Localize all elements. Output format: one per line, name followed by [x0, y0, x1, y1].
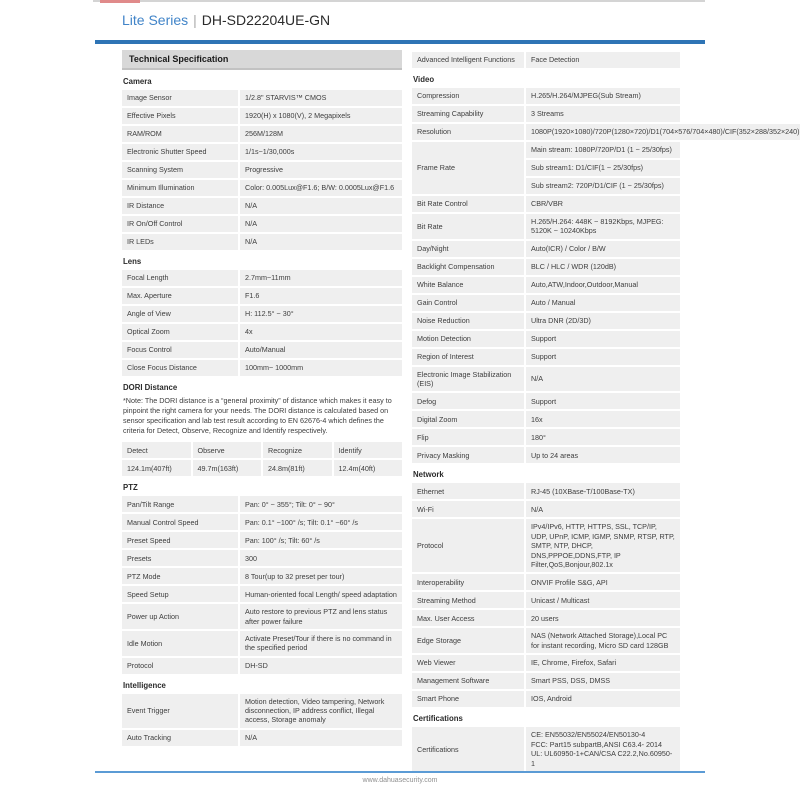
- spec-value: Support: [526, 393, 680, 409]
- spec-label: Optical Zoom: [122, 324, 238, 340]
- spec-label: RAM/ROM: [122, 126, 238, 142]
- spec-value: IOS, Android: [526, 691, 680, 707]
- spec-value: DH-SD: [240, 658, 402, 674]
- title-separator: |: [193, 12, 197, 28]
- spec-label: Angle of View: [122, 306, 238, 322]
- spec-value: 1/2.8" STARVIS™ CMOS: [240, 90, 402, 106]
- spec-label: Pan/Tilt Range: [122, 496, 238, 512]
- spec-value: IPv4/IPv6, HTTP, HTTPS, SSL, TCP/IP, UDP, UPnP, ICMP, IGMP, SNMP, RTSP, RTP, SMTP, NTP, DHCP, DNS,PPPOE,DDNS,FTP, IP Filter,QoS,Bonjour,802.1x: [526, 519, 680, 572]
- table-row: [412, 628, 680, 653]
- spec-value: 100mm~ 1000mm: [240, 360, 402, 376]
- dori-value-cell: 49.7m(163ft): [193, 460, 262, 476]
- table-row: [122, 568, 402, 584]
- spec-label: Focal Length: [122, 270, 238, 286]
- spec-label: Event Trigger: [122, 694, 238, 728]
- dori-value-cell: 12.4m(40ft): [334, 460, 403, 476]
- dori-header-cell: Recognize: [263, 442, 332, 458]
- section-title: Camera: [123, 77, 152, 86]
- spec-table: [412, 52, 680, 68]
- spec-label: Streaming Method: [412, 592, 524, 608]
- spec-label: Preset Speed: [122, 532, 238, 548]
- table-row: [122, 90, 402, 106]
- spec-value: N/A: [240, 234, 402, 250]
- table-row: [412, 196, 680, 212]
- table-row: [122, 234, 402, 250]
- spec-label: Speed Setup: [122, 586, 238, 602]
- spec-label: Edge Storage: [412, 628, 524, 653]
- table-row: [412, 429, 680, 445]
- spec-label: Region of Interest: [412, 349, 524, 365]
- spec-value: N/A: [240, 730, 402, 746]
- spec-value: NAS (Network Attached Storage),Local PC for instant recording, Micro SD card 128GB: [526, 628, 680, 653]
- footer-accent-line: [95, 771, 705, 773]
- model-number: DH-SD22204UE-GN: [201, 12, 331, 28]
- spec-value: Sub stream1: D1/CIF(1 ~ 25/30fps): [526, 160, 680, 176]
- table-row: [412, 610, 680, 626]
- spec-table: [412, 483, 680, 707]
- table-row: [122, 631, 402, 656]
- table-row: [122, 144, 402, 160]
- logo-red-mark: [100, 0, 140, 3]
- spec-label: Advanced Intelligent Functions: [412, 52, 524, 68]
- dori-note: *Note: The DORI distance is a “general proximity” of distance which makes it easy to pinpoint the right camera for your needs. The DORI distance is calculated based on sensor specification and lab test result according to EN 62676-4 which defines the criteria for Detect, Observe, Recognize and Identify respectively.: [123, 396, 392, 436]
- spec-label: Frame Rate: [412, 142, 524, 194]
- table-row: [412, 393, 680, 409]
- spec-label: Bit Rate: [412, 214, 524, 239]
- section-title: Intelligence: [123, 680, 166, 690]
- spec-label: Power up Action: [122, 604, 238, 629]
- spec-label: Certifications: [412, 727, 524, 772]
- spec-label: Digital Zoom: [412, 411, 524, 427]
- spec-label: Defog: [412, 393, 524, 409]
- section-title: DORI Distance: [123, 383, 178, 392]
- dori-value-cell: 24.8m(81ft): [263, 460, 332, 476]
- spec-table: [122, 90, 402, 250]
- spec-value: Auto/Manual: [240, 342, 402, 358]
- spec-value: H: 112.5° ~ 30°: [240, 306, 402, 322]
- table-row: [412, 88, 680, 104]
- page-top-rule: [93, 0, 705, 2]
- table-row: [122, 460, 402, 476]
- table-row: [412, 655, 680, 671]
- spec-label: Noise Reduction: [412, 313, 524, 329]
- spec-table: [412, 727, 680, 772]
- spec-value: Color: 0.005Lux@F1.6; B/W: 0.0005Lux@F1.6: [240, 180, 402, 196]
- spec-label: White Balance: [412, 277, 524, 293]
- spec-value: Human-oriented focal Length/ speed adaptation: [240, 586, 402, 602]
- table-row: [412, 313, 680, 329]
- spec-label: Electronic Shutter Speed: [122, 144, 238, 160]
- spec-label: Presets: [122, 550, 238, 566]
- spec-label: Backlight Compensation: [412, 259, 524, 275]
- spec-label: PTZ Mode: [122, 568, 238, 584]
- spec-label: Idle Motion: [122, 631, 238, 656]
- table-row: [412, 727, 680, 772]
- dori-header-cell: Identify: [334, 442, 403, 458]
- spec-label: Electronic Image Stabilization (EIS): [412, 367, 524, 392]
- table-row: [122, 496, 402, 512]
- table-row: [122, 306, 402, 322]
- spec-value: 4x: [240, 324, 402, 340]
- spec-table: [412, 88, 800, 463]
- table-row: [122, 532, 402, 548]
- left-sections: [122, 77, 402, 746]
- spec-value: Face Detection: [526, 52, 680, 68]
- table-row: [412, 519, 680, 572]
- spec-label: Auto Tracking: [122, 730, 238, 746]
- spec-label: Scanning System: [122, 162, 238, 178]
- table-row: [412, 673, 680, 689]
- spec-value: N/A: [240, 216, 402, 232]
- spec-value: Support: [526, 349, 680, 365]
- spec-value: 256M/128M: [240, 126, 402, 142]
- table-row: [412, 106, 680, 122]
- spec-value: N/A: [240, 198, 402, 214]
- spec-value: Unicast / Multicast: [526, 592, 680, 608]
- spec-label: Protocol: [122, 658, 238, 674]
- table-row: [412, 241, 680, 257]
- table-row: [122, 162, 402, 178]
- spec-label: Resolution: [412, 124, 524, 140]
- spec-value: Auto(ICR) / Color / B/W: [526, 241, 680, 257]
- spec-label: IR LEDs: [122, 234, 238, 250]
- table-row: [412, 124, 800, 140]
- table-row: [412, 367, 680, 392]
- spec-value: 3 Streams: [526, 106, 680, 122]
- header-accent-bar: [95, 40, 705, 44]
- dori-header-cell: Observe: [193, 442, 262, 458]
- spec-value: Progressive: [240, 162, 402, 178]
- spec-value: H.265/H.264/MJPEG(Sub Stream): [526, 88, 680, 104]
- table-row: [412, 691, 680, 707]
- table-row: [412, 501, 680, 517]
- table-row: [412, 295, 680, 311]
- footer-url: www.dahuasecurity.com: [362, 777, 438, 784]
- table-row: [122, 694, 402, 728]
- spec-value: IE, Chrome, Firefox, Safari: [526, 655, 680, 671]
- technical-specification-header: Technical Specification: [122, 50, 402, 70]
- spec-value: 180°: [526, 429, 680, 445]
- table-row: [122, 730, 402, 746]
- dori-value-cell: 124.1m(407ft): [122, 460, 191, 476]
- left-column: [122, 50, 402, 746]
- table-row: [122, 514, 402, 530]
- spec-value: Auto / Manual: [526, 295, 680, 311]
- spec-value: H.265/H.264: 448K ~ 8192Kbps, MJPEG: 5120K ~ 10240Kbps: [526, 214, 680, 239]
- spec-value: Smart PSS, DSS, DMSS: [526, 673, 680, 689]
- spec-label: Flip: [412, 429, 524, 445]
- spec-value: Main stream: 1080P/720P/D1 (1 ~ 25/30fps): [526, 142, 680, 158]
- spec-label: Privacy Masking: [412, 447, 524, 463]
- table-row: [412, 52, 680, 68]
- spec-label: Protocol: [412, 519, 524, 572]
- table-row: [122, 658, 402, 674]
- spec-label: Manual Control Speed: [122, 514, 238, 530]
- spec-value-line: UL: UL60950-1+CAN/CSA C22.2,No.60950-1: [531, 749, 673, 769]
- section-title: Network: [413, 470, 444, 480]
- table-row: [122, 442, 402, 458]
- dori-table: [122, 442, 402, 476]
- spec-label: Bit Rate Control: [412, 196, 524, 212]
- section-title: Certifications: [413, 713, 463, 723]
- table-row: [122, 604, 402, 629]
- right-sections: [412, 75, 800, 772]
- table-row: [122, 342, 402, 358]
- spec-label: Web Viewer: [412, 655, 524, 671]
- table-row: [412, 592, 680, 608]
- spec-value: F1.6: [240, 288, 402, 304]
- spec-value: N/A: [526, 367, 680, 392]
- spec-label: IR On/Off Control: [122, 216, 238, 232]
- spec-value: Activate Preset/Tour if there is no command in the specified period: [240, 631, 402, 656]
- spec-label: Motion Detection: [412, 331, 524, 347]
- table-row: [122, 270, 402, 286]
- spec-label: Close Focus Distance: [122, 360, 238, 376]
- spec-label: Day/Night: [412, 241, 524, 257]
- spec-value: Pan: 0° ~ 355°; Tilt: 0° ~ 90°: [240, 496, 402, 512]
- page-title: [122, 12, 330, 28]
- table-row: [122, 216, 402, 232]
- spec-label: IR Distance: [122, 198, 238, 214]
- section-title: PTZ: [123, 483, 138, 493]
- advanced-functions-table: [412, 52, 680, 68]
- spec-value: Ultra DNR (2D/3D): [526, 313, 680, 329]
- spec-value: Auto restore to previous PTZ and lens status after power failure: [240, 604, 402, 629]
- spec-value: 1/1s~1/30,000s: [240, 144, 402, 160]
- series-label: Lite Series: [122, 12, 189, 28]
- spec-label: Wi-Fi: [412, 501, 524, 517]
- spec-label: Management Software: [412, 673, 524, 689]
- spec-value: Support: [526, 331, 680, 347]
- table-row: [412, 331, 680, 347]
- spec-table: [122, 694, 402, 746]
- spec-label: Max. User Access: [412, 610, 524, 626]
- spec-value: 20 users: [526, 610, 680, 626]
- spec-label: Effective Pixels: [122, 108, 238, 124]
- spec-value: [526, 727, 680, 772]
- table-row: [412, 214, 680, 239]
- spec-value: Sub stream2: 720P/D1/CIF (1 ~ 25/30fps): [526, 178, 680, 194]
- right-column: [412, 52, 800, 772]
- table-row: [412, 349, 680, 365]
- table-row: [412, 411, 680, 427]
- table-row: [412, 277, 680, 293]
- spec-value: Pan: 100° /s; Tilt: 60° /s: [240, 532, 402, 548]
- table-row: [122, 180, 402, 196]
- spec-label: Gain Control: [412, 295, 524, 311]
- spec-value: RJ-45 (10XBase-T/100Base-TX): [526, 483, 680, 499]
- table-row: [412, 483, 680, 499]
- spec-value: CBR/VBR: [526, 196, 680, 212]
- table-row: [412, 447, 680, 463]
- spec-value-stack: [526, 142, 680, 194]
- spec-value: Pan: 0.1° ~100° /s; Tilt: 0.1° ~60° /s: [240, 514, 402, 530]
- spec-value: 8 Tour(up to 32 preset per tour): [240, 568, 402, 584]
- spec-value: 16x: [526, 411, 680, 427]
- dori-header-cell: Detect: [122, 442, 191, 458]
- spec-value-line: CE: EN55032/EN55024/EN50130-4: [531, 729, 646, 739]
- spec-value: N/A: [526, 501, 680, 517]
- spec-label: Interoperability: [412, 574, 524, 590]
- spec-value: ONVIF Profile S&G, API: [526, 574, 680, 590]
- spec-value: Motion detection, Video tampering, Network disconnection, IP address conflict, Illegal access, Storage anomaly: [240, 694, 402, 728]
- spec-value: 1080P(1920×1080)/720P(1280×720)/D1(704×576/704×480)/CIF(352×288/352×240): [526, 124, 800, 140]
- table-row: [122, 288, 402, 304]
- spec-label: Compression: [412, 88, 524, 104]
- spec-value: 1920(H) x 1080(V), 2 Megapixels: [240, 108, 402, 124]
- table-row: [122, 586, 402, 602]
- spec-table: [122, 270, 402, 376]
- spec-value: 300: [240, 550, 402, 566]
- spec-label: Ethernet: [412, 483, 524, 499]
- spec-label: Focus Control: [122, 342, 238, 358]
- table-row: [122, 126, 402, 142]
- section-title: Lens: [123, 257, 142, 266]
- spec-value: Up to 24 areas: [526, 447, 680, 463]
- spec-table: [122, 496, 402, 673]
- spec-label: Image Sensor: [122, 90, 238, 106]
- table-row: [122, 108, 402, 124]
- spec-value: Auto,ATW,Indoor,Outdoor,Manual: [526, 277, 680, 293]
- table-row: [122, 198, 402, 214]
- spec-label: Max. Aperture: [122, 288, 238, 304]
- spec-value-line: FCC: Part15 subpartB,ANSI C63.4- 2014: [531, 739, 663, 749]
- spec-label: Smart Phone: [412, 691, 524, 707]
- table-row: [122, 550, 402, 566]
- spec-value: BLC / HLC / WDR (120dB): [526, 259, 680, 275]
- table-row: [412, 142, 680, 194]
- table-row: [122, 324, 402, 340]
- spec-label: Minimum Illumination: [122, 180, 238, 196]
- section-title: Video: [413, 75, 435, 84]
- spec-label: Streaming Capability: [412, 106, 524, 122]
- table-row: [122, 360, 402, 376]
- table-row: [412, 259, 680, 275]
- table-row: [412, 574, 680, 590]
- spec-value: 2.7mm~11mm: [240, 270, 402, 286]
